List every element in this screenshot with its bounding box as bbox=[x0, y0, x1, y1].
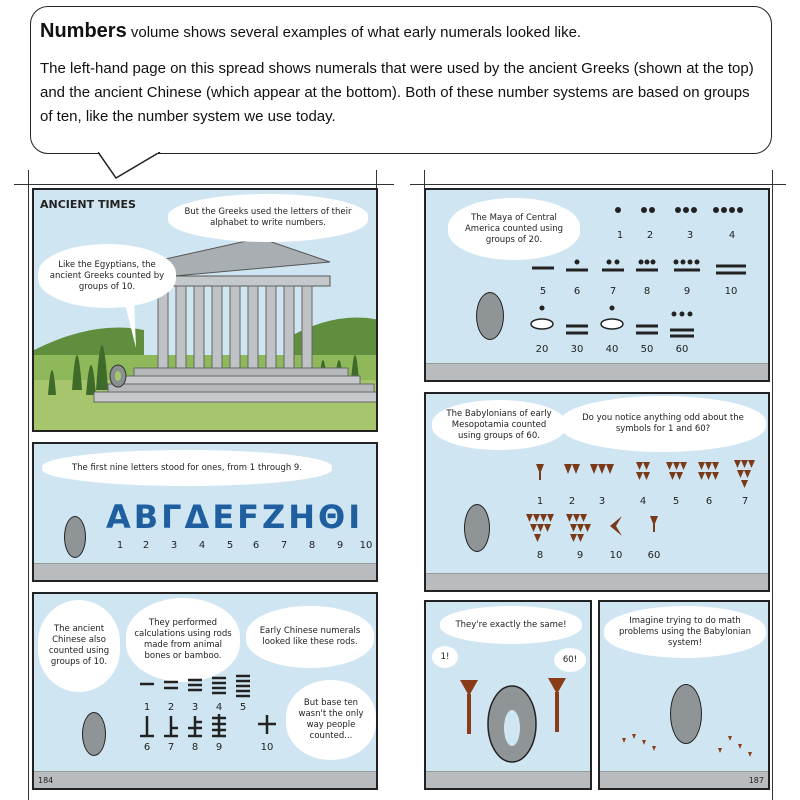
ground bbox=[426, 363, 768, 380]
speech-bubble-babylonians: The Babylonians of early Mesopotamia counted using groups of 60. bbox=[432, 400, 566, 450]
panel-heading: ANCIENT TIMES bbox=[40, 198, 136, 211]
zero-character bbox=[64, 516, 86, 558]
bab-num-5: 5 bbox=[672, 496, 680, 507]
maya-num-1: 1 bbox=[616, 230, 624, 241]
maya-num-30: 30 bbox=[570, 344, 584, 355]
speech-bubble-maya: The Maya of Central America counted using groups of 20. bbox=[448, 198, 580, 260]
greek-num-9: 9 bbox=[336, 540, 344, 551]
greek-num-6: 6 bbox=[252, 540, 260, 551]
bab-num-6: 6 bbox=[705, 496, 713, 507]
bab-num-2: 2 bbox=[568, 496, 576, 507]
zero-character bbox=[476, 292, 504, 340]
greek-num-1: 1 bbox=[116, 540, 124, 551]
maya-row3-numbers bbox=[526, 344, 766, 356]
bab-num-9: 9 bbox=[576, 550, 584, 561]
maya-num-50: 50 bbox=[640, 344, 654, 355]
rod-num-6: 6 bbox=[143, 742, 151, 753]
bab-num-7: 7 bbox=[741, 496, 749, 507]
panel-chinese-rods bbox=[32, 592, 378, 790]
rod-num-8: 8 bbox=[191, 742, 199, 753]
rod-num-3: 3 bbox=[191, 702, 199, 713]
rod-num-2: 2 bbox=[167, 702, 175, 713]
maya-num-10: 10 bbox=[724, 286, 738, 297]
ground bbox=[426, 573, 768, 590]
panel-imagine-math bbox=[598, 600, 770, 790]
caption-tail-icon bbox=[98, 152, 168, 180]
maya-num-7: 7 bbox=[609, 286, 617, 297]
speech-bubble-imagine-math: Imagine trying to do math problems using the Babylonian system! bbox=[604, 606, 766, 658]
maya-num-2: 2 bbox=[646, 230, 654, 241]
speech-bubble-greeks-letters: But the Greeks used the letters of their alphabet to write numbers. bbox=[168, 194, 368, 242]
ground bbox=[600, 771, 768, 788]
rod-num-7: 7 bbox=[167, 742, 175, 753]
babylonian-row2-numbers bbox=[526, 550, 766, 562]
greek-letters: ΑΒΓΔΕϜΖΗΘΙ bbox=[106, 498, 364, 536]
bab-num-3: 3 bbox=[598, 496, 606, 507]
holding-symbols-icon bbox=[454, 666, 574, 766]
panel-greek-letters bbox=[32, 442, 378, 582]
cuneiform-numerals-icon bbox=[526, 460, 766, 560]
greek-num-7: 7 bbox=[280, 540, 288, 551]
bab-num-4: 4 bbox=[639, 496, 647, 507]
caption-paragraph: The left-hand page on this spread shows numerals that were used by the ancient Greeks (shown at the top) and the ancient Chinese (which appear at the bottom). Both of these number systems are based on groups of ten, like the number system we use today. bbox=[40, 60, 754, 125]
maya-row2-numbers bbox=[526, 286, 766, 298]
maya-numerals-icon bbox=[526, 204, 766, 364]
speech-bubble-notice-odd: Do you notice anything odd about the symbols for 1 and 60? bbox=[560, 396, 766, 452]
panel-maya bbox=[424, 188, 770, 382]
maya-num-40: 40 bbox=[605, 344, 619, 355]
maya-num-4: 4 bbox=[728, 230, 736, 241]
maya-num-5: 5 bbox=[539, 286, 547, 297]
rod-top-numbers bbox=[130, 702, 290, 714]
maya-num-9: 9 bbox=[683, 286, 691, 297]
speech-bubble-first-nine: The first nine letters stood for ones, from 1 through 9. bbox=[42, 450, 332, 486]
crop-line-left bbox=[28, 170, 29, 800]
speech-bubble-one: 1! bbox=[432, 646, 458, 668]
bab-num-1: 1 bbox=[536, 496, 544, 507]
panel-exactly-same bbox=[424, 600, 592, 790]
scattered-symbols-icon bbox=[618, 732, 758, 762]
maya-num-3: 3 bbox=[686, 230, 694, 241]
maya-num-60: 60 bbox=[675, 344, 689, 355]
bab-num-8: 8 bbox=[536, 550, 544, 561]
rod-bottom-numbers bbox=[130, 742, 290, 754]
rod-num-4: 4 bbox=[215, 702, 223, 713]
bab-num-10: 10 bbox=[609, 550, 623, 561]
speech-bubble-chinese-groups: The ancient Chinese also counted using groups of 10. bbox=[38, 600, 120, 692]
rod-num-10: 10 bbox=[260, 742, 274, 753]
babylonian-row1-numbers bbox=[526, 496, 766, 508]
bubble-tail-icon bbox=[124, 300, 138, 350]
zero-character bbox=[82, 712, 106, 756]
zero-character bbox=[464, 504, 490, 552]
ground bbox=[34, 563, 376, 580]
maya-row1-numbers bbox=[608, 230, 758, 242]
speech-bubble-exactly-same: They're exactly the same! bbox=[440, 606, 582, 644]
maya-num-20: 20 bbox=[535, 344, 549, 355]
speech-bubble-rods: They performed calculations using rods made from animal bones or bamboo. bbox=[126, 598, 240, 682]
rod-num-5: 5 bbox=[239, 702, 247, 713]
maya-num-6: 6 bbox=[573, 286, 581, 297]
panel-ancient-times bbox=[32, 188, 378, 432]
ground bbox=[34, 771, 376, 788]
page-number-left: 184 bbox=[38, 776, 54, 785]
speech-bubble-not-only-way: But base ten wasn't the only way people counted... bbox=[286, 680, 376, 760]
rod-num-1: 1 bbox=[143, 702, 151, 713]
caption-title: Numbers bbox=[40, 20, 127, 42]
crop-line-top-left bbox=[14, 184, 394, 185]
caption-lead bbox=[40, 21, 761, 43]
greek-number-row bbox=[94, 540, 374, 554]
speech-bubble-sixty: 60! bbox=[554, 648, 586, 672]
greek-num-4: 4 bbox=[198, 540, 206, 551]
rod-num-9: 9 bbox=[215, 742, 223, 753]
caption-lead-text: volume shows several examples of what early numerals looked like. bbox=[130, 24, 582, 41]
bab-num-60: 60 bbox=[647, 550, 661, 561]
crop-line-right bbox=[772, 170, 773, 800]
greek-num-3: 3 bbox=[170, 540, 178, 551]
ground bbox=[426, 771, 590, 788]
greek-num-8: 8 bbox=[308, 540, 316, 551]
speech-bubble-greeks-groups: Like the Egyptians, the ancient Greeks counted by groups of 10. bbox=[38, 244, 176, 308]
panel-babylonian bbox=[424, 392, 770, 592]
maya-num-8: 8 bbox=[643, 286, 651, 297]
greek-num-2: 2 bbox=[142, 540, 150, 551]
caption-bubble bbox=[30, 6, 772, 154]
greek-num-5: 5 bbox=[226, 540, 234, 551]
page-number-right: 187 bbox=[748, 776, 764, 785]
speech-bubble-numerals-rods: Early Chinese numerals looked like these rods. bbox=[246, 606, 374, 668]
greek-num-10: 10 bbox=[359, 540, 373, 551]
crop-line-top-right bbox=[410, 184, 786, 185]
